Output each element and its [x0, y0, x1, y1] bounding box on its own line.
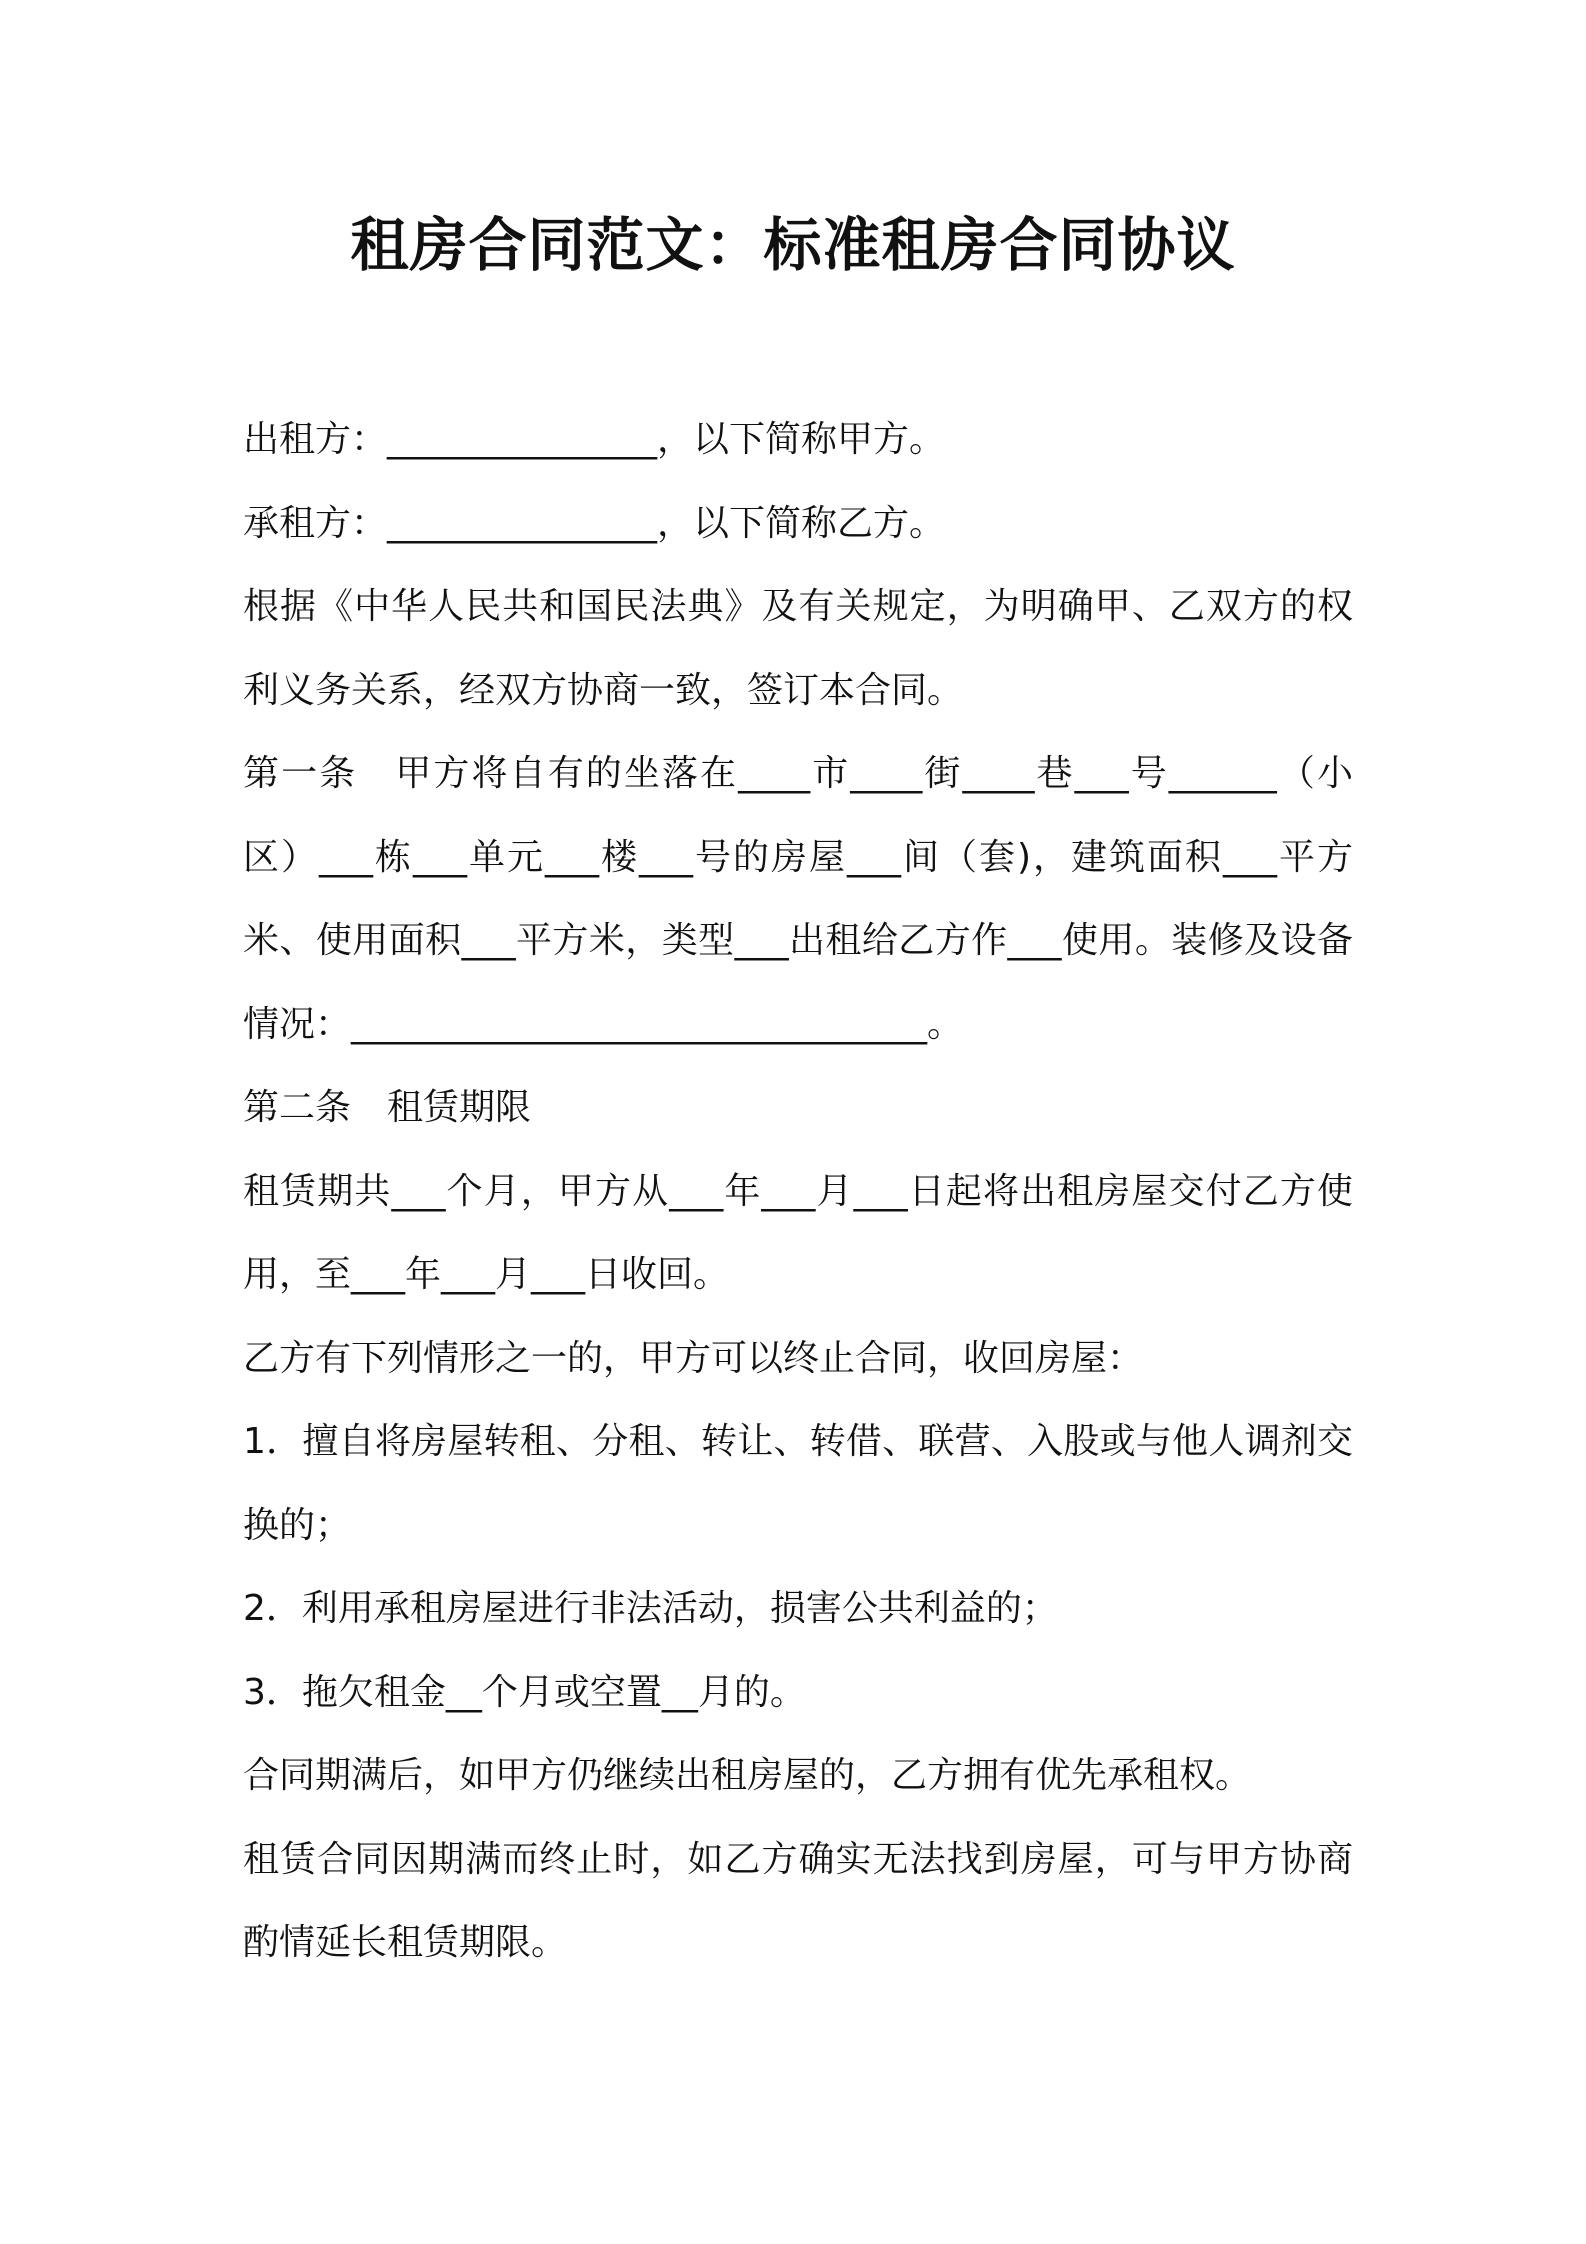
extension-paragraph: 租赁合同因期满而终止时，如乙方确实无法找到房屋，可与甲方协商酌情延长租赁期限。 [243, 1838, 1353, 1963]
lessor-line: 出租方：_______________，以下简称甲方。 [243, 419, 946, 460]
termination-intro-paragraph: 乙方有下列情形之一的，甲方可以终止合同，收回房屋： [243, 1337, 1144, 1379]
lessee-line: 承租方：_______________，以下简称乙方。 [243, 502, 946, 544]
document-title: 租房合同范文：标准租房合同协议 [350, 211, 1236, 279]
termination-item-3: 3．拖欠租金__个月或空置__月的。 [243, 1671, 806, 1713]
priority-rent-paragraph: 合同期满后，如甲方仍继续出租房屋的，乙方拥有优先承租权。 [243, 1755, 1252, 1796]
lease-term-paragraph: 租赁期共___个月，甲方从___年___月___日起将出租房屋交付乙方使用，至___年___月___日收回。 [243, 1170, 1353, 1295]
document-body [243, 398, 1353, 1985]
article-one-paragraph: 第一条 甲方将自有的坐落在____市____街____巷___号______（小区）___栋___单元___楼___号的房屋___间（套)，建筑面积___平方米、使用面积___平方米，类型___出租给乙方作___使用。装修及设备情况：________________________________。 [243, 753, 1353, 1045]
preamble-paragraph: 根据《中华人民共和国民法典》及有关规定，为明确甲、乙双方的权利义务关系，经双方协商一致，签订本合同。 [243, 586, 1353, 711]
termination-item-2: 2．利用承租房屋进行非法活动，损害公共利益的； [243, 1588, 1058, 1629]
article-two-heading: 第二条 租赁期限 [243, 1087, 532, 1128]
termination-item-1: 1．擅自将房屋转租、分租、转让、转借、联营、入股或与他人调剂交换的； [243, 1421, 1353, 1546]
